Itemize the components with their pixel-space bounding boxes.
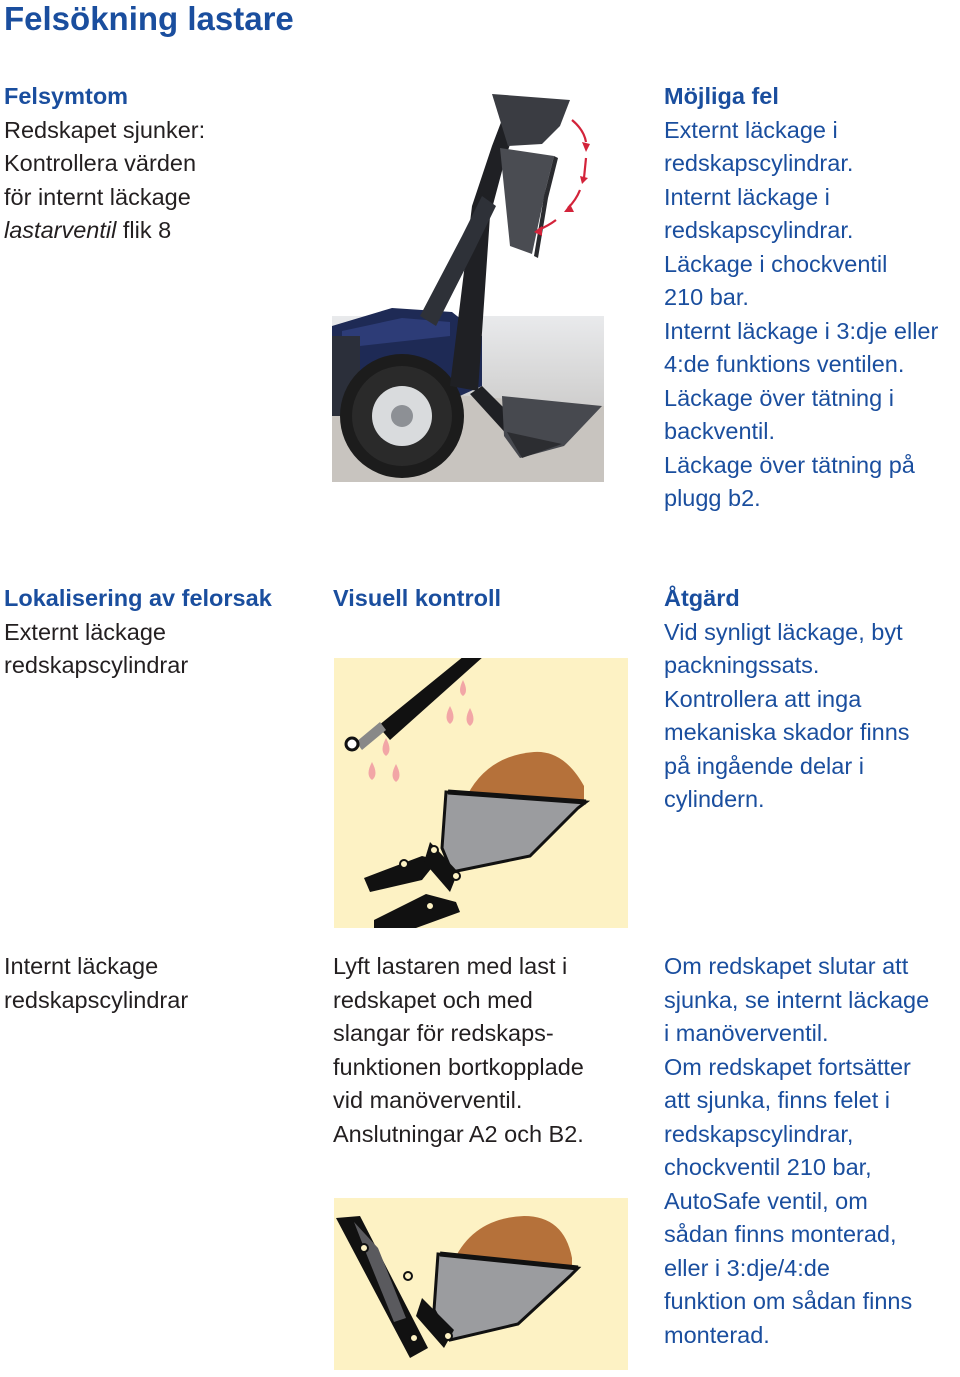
cause-line: Läckage i chockventil [664,250,888,277]
locate-line: redskapscylindrar [4,986,189,1013]
cause-line: Internt läckage i 3:dje eller [664,317,939,344]
action-line: sjunka, se internt läckage [664,986,930,1013]
action-line: Om redskapet slutar att [664,953,909,979]
visual-line: Anslutningar A2 och B2. [333,1120,584,1147]
locate-block-1 [4,582,272,683]
action-line: redskapscylindrar, [664,1120,854,1147]
visual-heading-block [333,582,501,616]
action-line: AutoSafe ventil, om [664,1187,868,1214]
action-block-2 [664,950,929,1352]
action-block-1 [664,582,910,817]
causes-heading: Möjliga fel [664,83,779,109]
action-line: monterad. [664,1321,770,1348]
cause-line: backventil. [664,418,776,444]
cause-line: Läckage över tätning på [664,451,915,478]
action-line: packningssats. [664,652,820,678]
locate-block-2 [4,950,188,1017]
action-line: Om redskapet fortsätter [664,1053,911,1080]
action-line: eller i 3:dje/4:de [664,1254,830,1281]
cause-line: Läckage över tätning i [664,384,894,411]
symptom-heading: Felsymtom [4,83,129,109]
raised-bucket-illustration [334,1198,628,1370]
symptom-line-last [4,214,205,248]
visual-line: funktionen bortkopplade [333,1053,584,1080]
symptom-line: Redskapet sjunker: [4,116,206,143]
cause-line: Internt läckage i [664,183,830,210]
action-line: funktion om sådan finns [664,1288,913,1314]
action-heading: Åtgärd [664,585,740,611]
visual-line: slangar för redskaps- [333,1020,554,1046]
cause-line: redskapscylindrar. [664,217,854,243]
page-title: Felsökning lastare [4,0,294,37]
action-line: cylindern. [664,786,765,812]
action-line: i manöverventil. [664,1020,829,1046]
causes-block [664,80,938,516]
visual-block-2 [333,950,584,1151]
symptom-italic-term: lastarventil [4,217,117,243]
visual-line: vid manöverventil. [333,1087,523,1113]
cause-line: redskapscylindrar. [664,150,854,176]
cause-line: 210 bar. [664,284,749,310]
tractor-loader-photo [332,86,604,482]
symptom-block [4,80,205,248]
locate-line: Externt läckage [4,618,166,645]
visual-heading: Visuell kontroll [333,585,502,611]
visual-line: Lyft lastaren med last i [333,953,568,979]
cause-line: 4:de funktions ventilen. [664,351,905,377]
locate-line: redskapscylindrar [4,652,189,678]
symptom-line: för internt läckage [4,183,191,210]
action-line: Kontrollera att inga [664,685,862,712]
action-line: mekaniska skador finns [664,719,910,745]
cause-line: Externt läckage i [664,116,838,143]
visual-line: redskapet och med [333,986,533,1013]
cylinder-leak-illustration [334,658,628,928]
action-line: på ingående delar i [664,752,864,779]
action-line: chockventil 210 bar, [664,1154,872,1180]
symptom-page-ref: flik 8 [116,217,172,243]
action-line: att sjunka, finns felet i [664,1087,890,1113]
symptom-line: Kontrollera värden [4,150,197,176]
locate-line: Internt läckage [4,953,159,979]
locate-heading: Lokalisering av felorsak [4,585,272,611]
cause-line: plugg b2. [664,485,761,511]
action-line: Vid synligt läckage, byt [664,618,903,645]
action-line: sådan finns monterad, [664,1221,897,1247]
